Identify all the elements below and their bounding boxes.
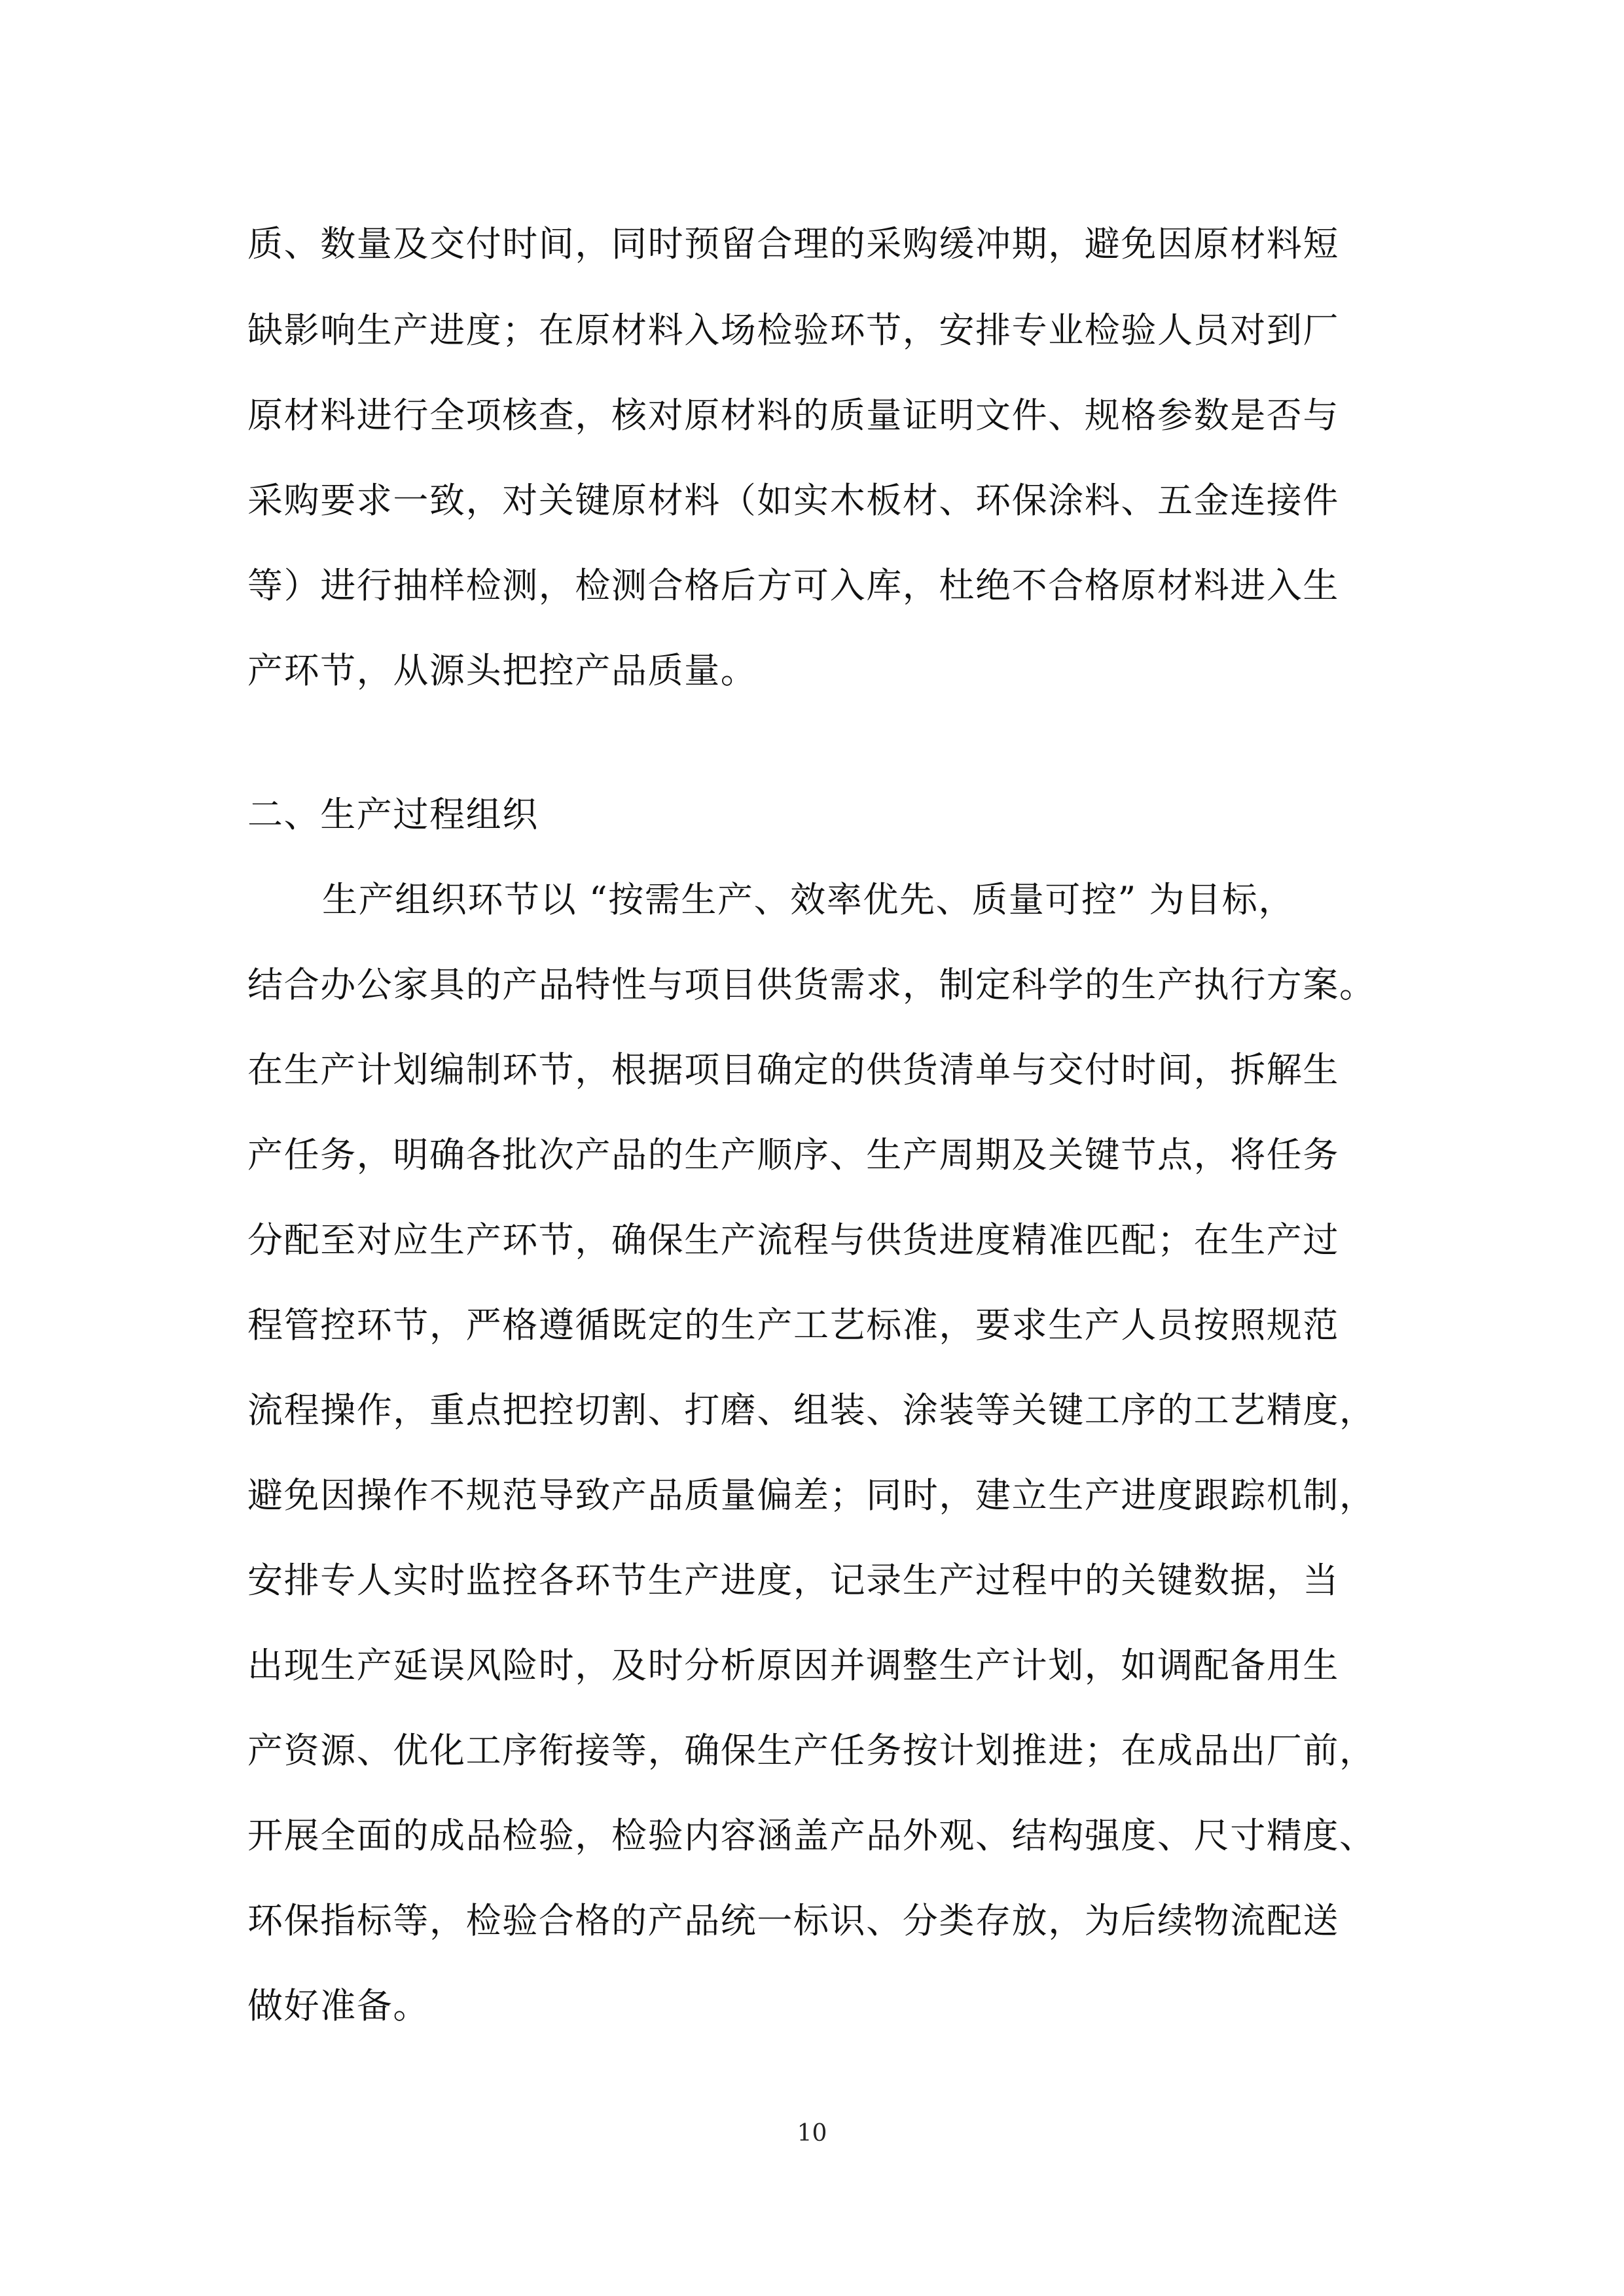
text-line: 程管控环节，严格遵循既定的生产工艺标准，要求生产人员按照规范: [247, 1304, 1339, 1346]
text-line: 产任务，明确各批次产品的生产顺序、生产周期及关键节点，将任务: [247, 1134, 1339, 1175]
text-line: 质、数量及交付时间，同时预留合理的采购缓冲期，避免因原材料短: [247, 223, 1339, 264]
text-line: 产资源、优化工序衔接等，确保生产任务按计划推进；在成品出厂前，: [247, 1730, 1376, 1771]
section-heading: 二、生产过程组织: [247, 794, 539, 835]
text-line: 安排专人实时监控各环节生产进度，记录生产过程中的关键数据，当: [247, 1560, 1339, 1601]
text-line: 缺影响生产进度；在原材料入场检验环节，安排专业检验人员对到厂: [247, 310, 1339, 351]
page-number: 10: [797, 2120, 827, 2147]
text-line: 采购要求一致，对关键原材料（如实木板材、环保涂料、五金连接件: [247, 480, 1339, 521]
text-line: 分配至对应生产环节，确保生产流程与供货进度精准匹配；在生产过: [247, 1219, 1339, 1261]
text-line: 在生产计划编制环节，根据项目确定的供货清单与交付时间，拆解生: [247, 1049, 1339, 1090]
text-line: 环保指标等，检验合格的产品统一标识、分类存放，为后续物流配送: [247, 1900, 1339, 1941]
text-line: 等）进行抽样检测，检测合格后方可入库，杜绝不合格原材料进入生: [247, 565, 1339, 606]
text-line: 生产组织环节以 “按需生产、效率优先、质量可控” 为目标，: [322, 879, 1295, 920]
text-line: 避免因操作不规范导致产品质量偏差；同时，建立生产进度跟踪机制，: [247, 1475, 1376, 1516]
text-line: 原材料进行全项核查，核对原材料的质量证明文件、规格参数是否与: [247, 395, 1339, 436]
text-line: 流程操作，重点把控切割、打磨、组装、涂装等关键工序的工艺精度，: [247, 1390, 1376, 1431]
text-line: 出现生产延误风险时，及时分析原因并调整生产计划，如调配备用生: [247, 1645, 1339, 1686]
text-line: 结合办公家具的产品特性与项目供货需求，制定科学的生产执行方案。: [247, 964, 1376, 1005]
text-line: 产环节，从源头把控产品质量。: [247, 650, 757, 691]
text-line: 做好准备。: [247, 1985, 429, 2026]
text-line: 开展全面的成品检验，检验内容涵盖产品外观、结构强度、尺寸精度、: [247, 1815, 1376, 1856]
